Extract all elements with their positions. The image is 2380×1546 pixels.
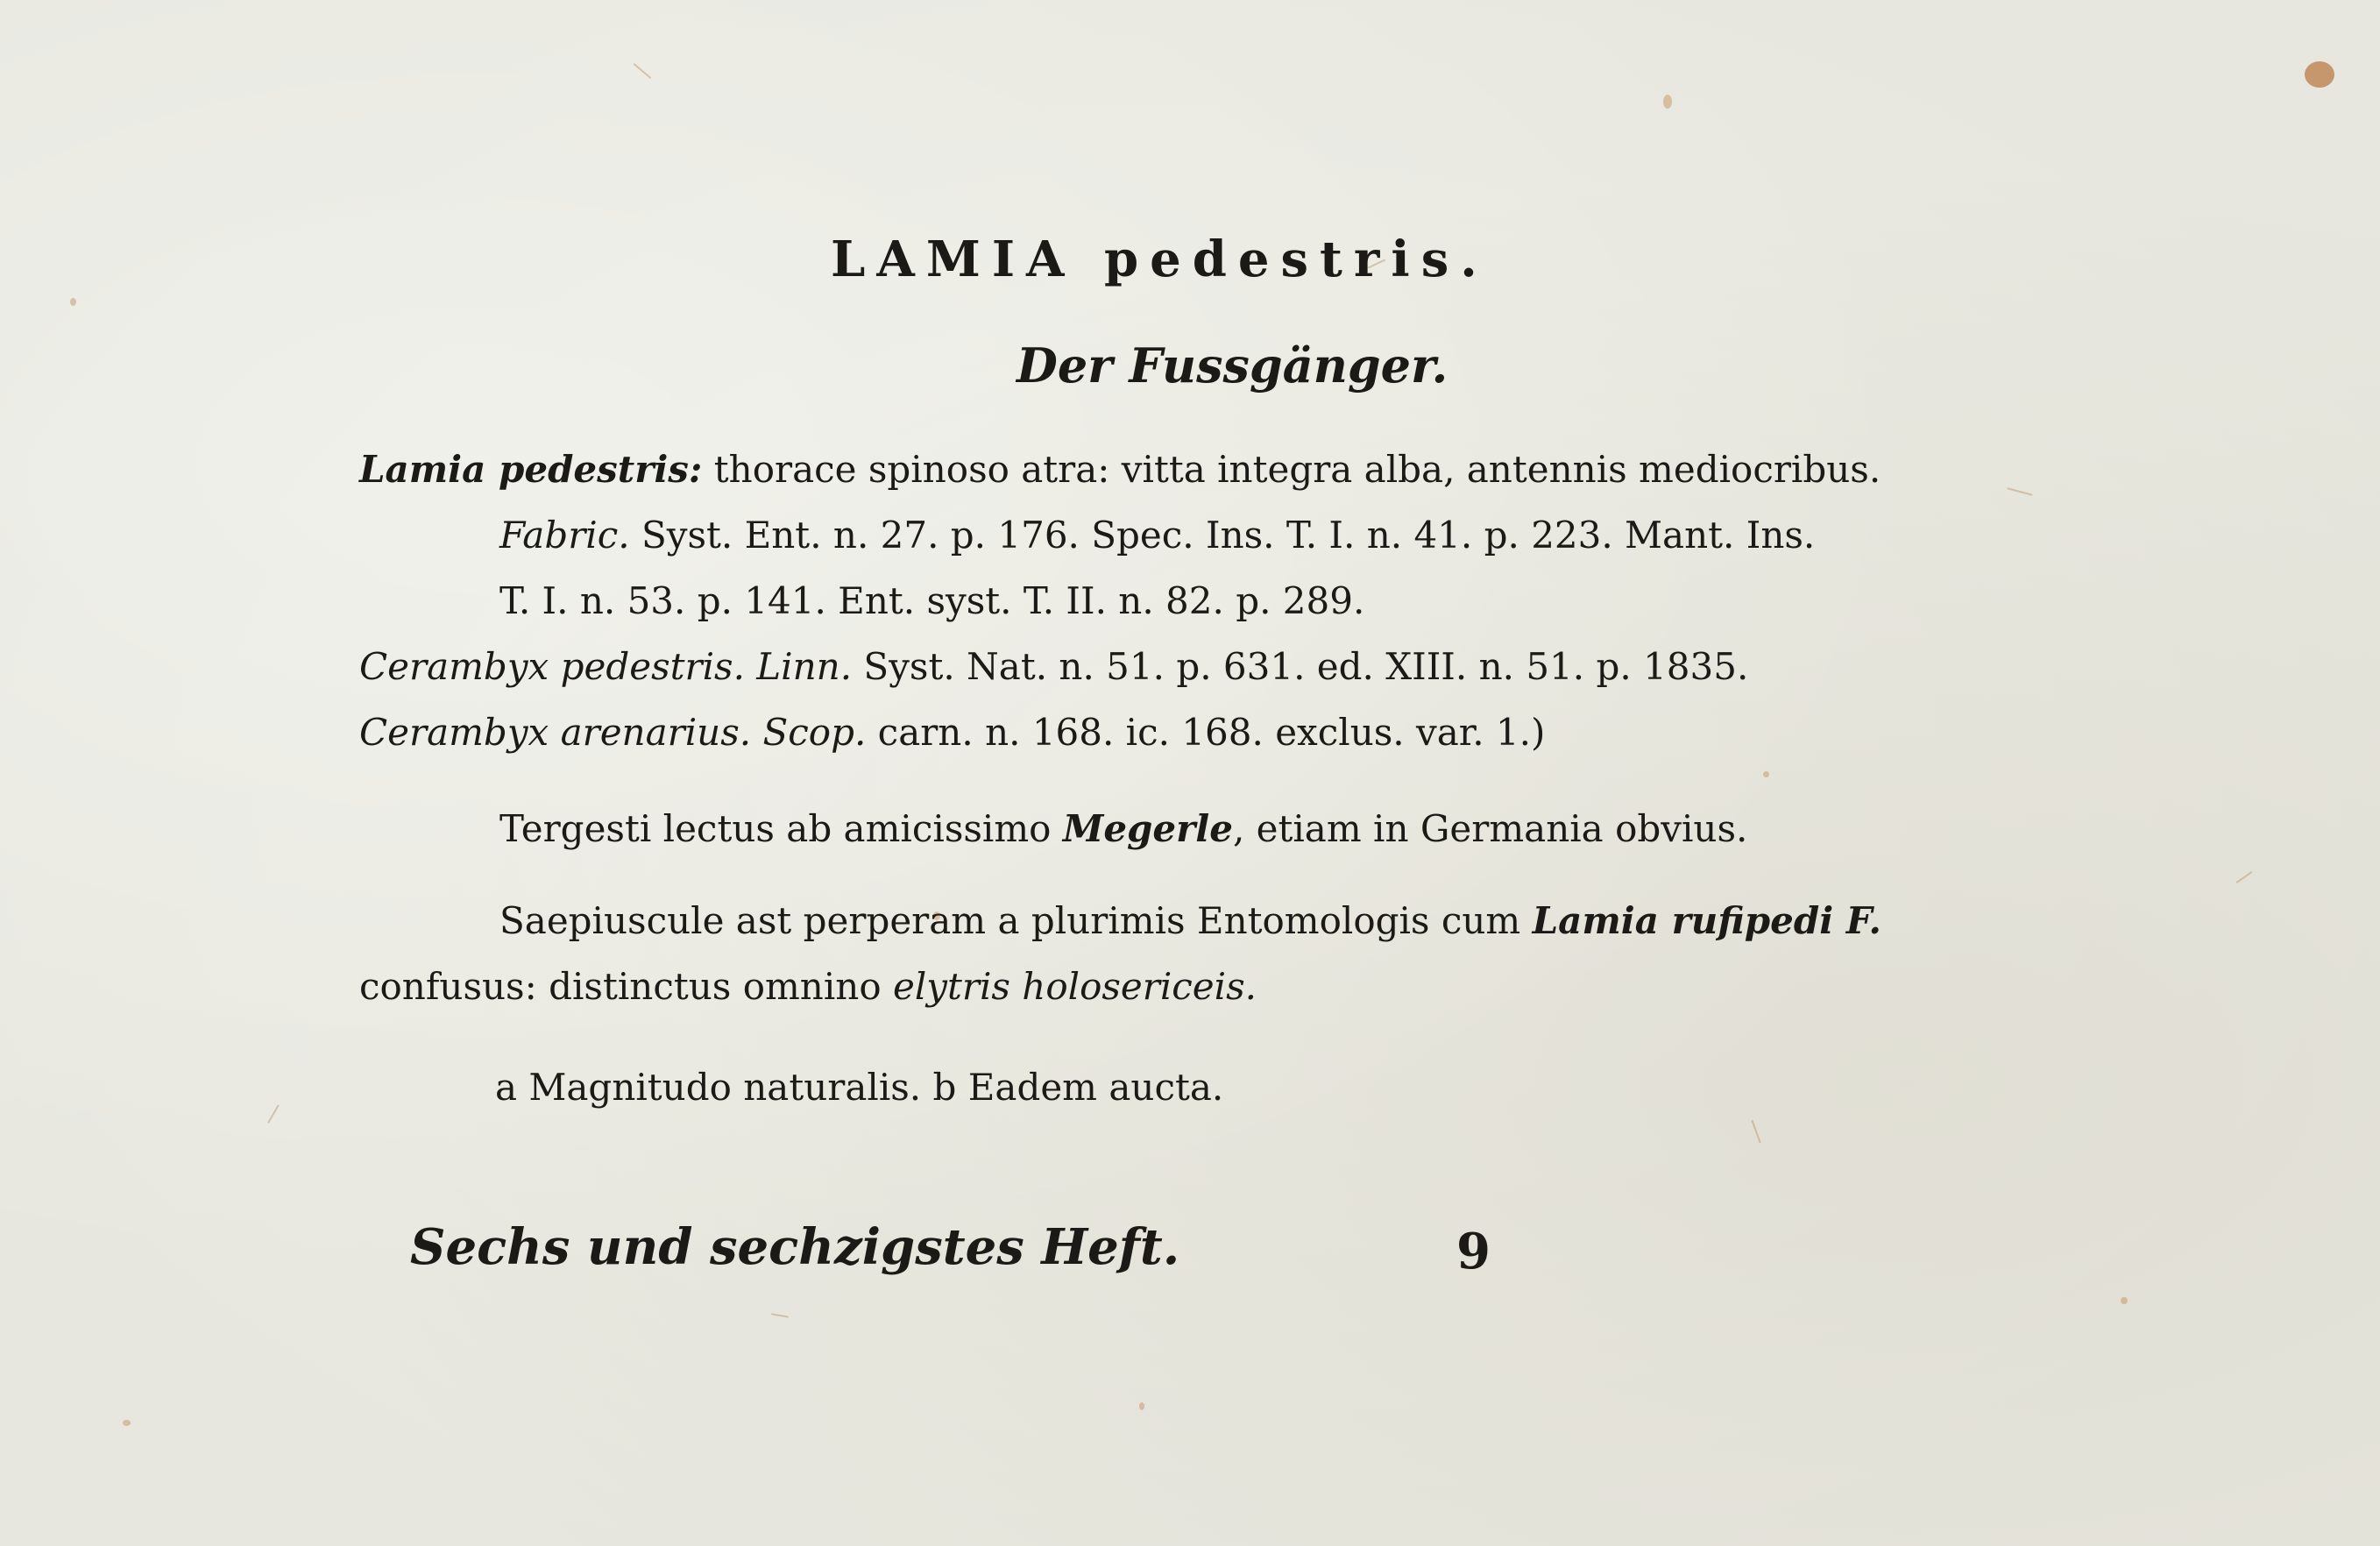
paragraph bbox=[359, 965, 1257, 1008]
synonymy-line bbox=[359, 711, 1546, 754]
italic-term: elytris holosericeis. bbox=[893, 965, 1257, 1008]
paper-speck bbox=[70, 298, 76, 306]
page-number: 9 bbox=[1456, 1223, 1491, 1280]
description-text: thorace spinoso atra: vitta integra alba, antennis mediocribus. bbox=[713, 448, 1881, 491]
paper-speck bbox=[123, 1420, 131, 1426]
synonymy-line bbox=[359, 448, 1881, 491]
paper-speck bbox=[2121, 1297, 2128, 1304]
reference-text: T. I. n. 53. p. 141. Ent. syst. T. II. n. 82. p. 289. bbox=[499, 579, 1365, 622]
author-name: Fabric. bbox=[499, 514, 630, 557]
synonymy-line bbox=[499, 579, 1365, 622]
paper-fiber bbox=[267, 1104, 280, 1124]
synonymy-line bbox=[359, 645, 1749, 688]
figure-legend: a Magnitudo naturalis. b Eadem aucta. bbox=[495, 1066, 1224, 1109]
footer-signature: Sechs und sechzigstes Heft. bbox=[410, 1218, 1180, 1276]
person-name: Megerle bbox=[1062, 807, 1233, 850]
paper-speck bbox=[1663, 95, 1672, 109]
paper-speck bbox=[1763, 771, 1769, 777]
paper-fiber bbox=[2235, 871, 2252, 883]
taxon-name: Cerambyx arenarius. bbox=[359, 711, 752, 754]
paragraph bbox=[499, 807, 1748, 850]
taxon-name: Lamia rufipedi F. bbox=[1532, 899, 1882, 942]
paragraph-text: Tergesti lectus ab amicissimo bbox=[499, 807, 1052, 850]
paper-stain bbox=[2305, 61, 2334, 88]
paper-fiber bbox=[771, 1313, 789, 1317]
paragraph-text: , etiam in Germania obvius. bbox=[1232, 807, 1748, 850]
author-name: Linn. bbox=[756, 645, 853, 688]
paragraph-text: Saepiuscule ast perperam a plurimis Entomologis cum bbox=[499, 899, 1521, 942]
paragraph-text: confusus: distinctus omnino bbox=[359, 965, 882, 1008]
reference-text: carn. n. 168. ic. 168. exclus. var. 1.) bbox=[877, 711, 1546, 754]
reference-text: Syst. Ent. n. 27. p. 176. Spec. Ins. T. I. n. 41. p. 223. Mant. Ins. bbox=[641, 514, 1816, 557]
paper-speck bbox=[1139, 1402, 1144, 1410]
paragraph bbox=[499, 899, 1882, 942]
paper-fiber bbox=[1751, 1120, 1760, 1144]
paper-fiber bbox=[633, 63, 651, 79]
page-subtitle: Der Fussgänger. bbox=[1016, 337, 1449, 394]
taxon-name: Cerambyx pedestris. bbox=[359, 645, 745, 688]
synonymy-line bbox=[499, 514, 1816, 557]
reference-text: Syst. Nat. n. 51. p. 631. ed. XIII. n. 51. p. 1835. bbox=[863, 645, 1749, 688]
paper-fiber bbox=[2007, 487, 2032, 496]
author-name: Scop. bbox=[762, 711, 867, 754]
taxon-name: Lamia pedestris: bbox=[359, 448, 703, 491]
page-title: LAMIA pedestris. bbox=[831, 230, 1489, 288]
